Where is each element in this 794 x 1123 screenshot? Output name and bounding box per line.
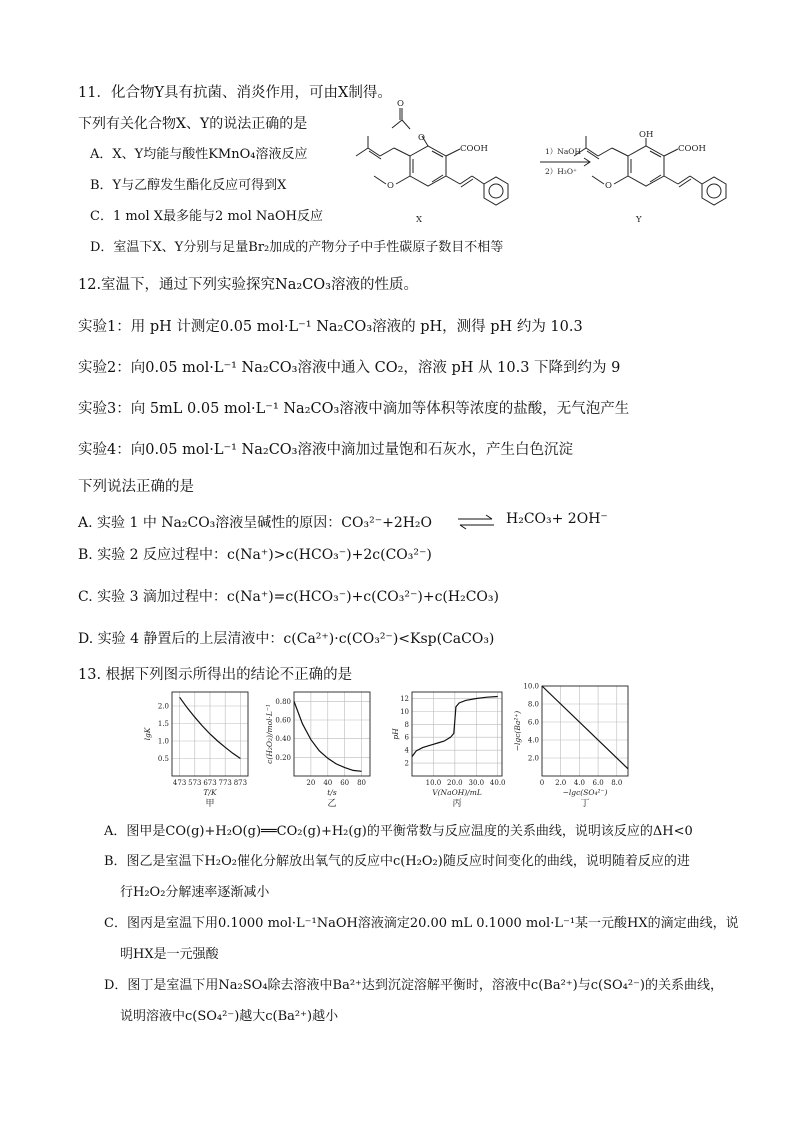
y-tick-label: 0.60 bbox=[275, 716, 291, 725]
x-tick-label: 2.0 bbox=[555, 779, 567, 787]
chart-yi bbox=[262, 686, 380, 816]
q12-experiment-2: 实验2：向0.05 mol·L⁻¹ Na₂CO₃溶液中通入 CO₂，溶液 pH 从 10.3 下降到约为 9 bbox=[78, 360, 621, 376]
q12-experiment-3: 实验3：向 5mL 0.05 mol·L⁻¹ Na₂CO₃溶液中滴加等体积等浓度的盐酸，无气泡产生 bbox=[78, 401, 630, 417]
y-tick-label: 2.0 bbox=[157, 702, 169, 711]
y-tick-label: 12 bbox=[400, 694, 409, 703]
y-tick-label: 1.5 bbox=[157, 720, 169, 728]
q12-option-b: B. 实验 2 反应过程中：c(Na⁺)>c(HCO₃⁻)+2c(CO₃²⁻) bbox=[78, 547, 432, 563]
y-axis-label: −lgc(Ba²⁺) bbox=[513, 710, 522, 752]
chart-caption: 甲 bbox=[205, 799, 215, 809]
x-tick-label: 773 bbox=[218, 779, 232, 787]
x-tick-label: 20 bbox=[306, 779, 316, 787]
x-carbonyl-oxygen-label: O bbox=[397, 99, 404, 109]
y-tick-label: 2.0 bbox=[527, 754, 539, 763]
x-axis-label: T/K bbox=[203, 788, 217, 797]
y-tick-label: 8 bbox=[404, 720, 409, 729]
compound-x-label: X bbox=[416, 215, 423, 225]
y-cooh-label: COOH bbox=[678, 144, 706, 154]
q12-option-c: C. 实验 3 滴加过程中：c(Na⁺)=c(HCO₃⁻)+c(CO₃²⁻)+c(H₂CO₃) bbox=[78, 589, 499, 605]
equilibrium-arrow-icon bbox=[456, 514, 496, 530]
x-tick-label: 8.0 bbox=[611, 779, 623, 787]
plot-frame bbox=[412, 692, 502, 776]
plot-frame bbox=[542, 686, 628, 776]
q11-option-c: C．1 mol X最多能与2 mol NaOH反应 bbox=[90, 209, 324, 224]
q12-stem: 12.室温下，通过下列实验探究Na₂CO₃溶液的性质。 bbox=[78, 277, 418, 293]
y-methoxy-oxygen-label: O bbox=[605, 181, 612, 191]
y-tick-label: 6 bbox=[404, 733, 409, 742]
q13-option-d-line1: D．图丁是室温下用Na₂SO₄除去溶液中Ba²⁺达到沉淀溶解平衡时，溶液中c(Ba²⁺)与c(SO₄²⁻)的关系曲线， bbox=[104, 978, 723, 993]
chart-bing bbox=[388, 686, 512, 816]
y-tick-label: 8.0 bbox=[527, 700, 539, 709]
x-methoxy-oxygen-label: O bbox=[387, 181, 394, 191]
q13-option-c-line1: C．图丙是室温下用0.1000 mol·L⁻¹NaOH溶液滴定20.00 mL 0.1000 mol·L⁻¹某一元酸HX的滴定曲线，说 bbox=[104, 916, 739, 931]
series-line bbox=[542, 686, 628, 769]
x-tick-label: 20.0 bbox=[447, 779, 463, 787]
x-tick-label: 10.0 bbox=[425, 779, 442, 787]
q12-option-a-left: A. 实验 1 中 Na₂CO₃溶液呈碱性的原因：CO₃²⁻+2H₂O bbox=[78, 515, 433, 531]
y-oh-label: OH bbox=[639, 130, 654, 140]
x-tick-label: 6.0 bbox=[592, 779, 604, 787]
x-tick-label: 40 bbox=[323, 779, 333, 787]
y-tick-label: 2 bbox=[404, 759, 409, 768]
chart-caption: 丁 bbox=[580, 799, 590, 809]
q12-option-d: D. 实验 4 静置后的上层清液中：c(Ca²⁺)·c(CO₃²⁻)<Ksp(CaCO₃) bbox=[78, 631, 495, 647]
x-tick-label: 573 bbox=[188, 779, 202, 787]
x-ester-oxygen-label: O bbox=[418, 133, 425, 143]
y-tick-label: 4 bbox=[404, 746, 409, 755]
y-axis-label: pH bbox=[391, 728, 400, 740]
q12-experiment-4: 实验4：向0.05 mol·L⁻¹ Na₂CO₃溶液中滴加过量饱和石灰水，产生白色沉淀 bbox=[78, 442, 573, 458]
q12-option-a-right: H₂CO₃+ 2OH⁻ bbox=[506, 511, 608, 527]
x-axis-label: V(NaOH)/mL bbox=[432, 788, 482, 797]
compound-x-structure bbox=[356, 108, 508, 205]
y-tick-label: 6.0 bbox=[527, 718, 539, 727]
x-tick-label: 873 bbox=[233, 779, 248, 787]
x-tick-label: 30.0 bbox=[468, 779, 485, 787]
reagent-step2: 2）H₃O⁺ bbox=[545, 167, 577, 176]
q13-option-a: A．图甲是CO(g)+H₂O(g)══CO₂(g)+H₂(g)的平衡常数与反应温度的关系曲线，说明该反应的ΔH<0 bbox=[104, 824, 693, 839]
y-axis-label: c(H₂O₂)/mol·L⁻¹ bbox=[265, 704, 274, 764]
q11-option-a: A．X、Y均能与酸性KMnO₄溶液反应 bbox=[90, 147, 308, 162]
q13-option-b-line1: B．图乙是室温下H₂O₂催化分解放出氧气的反应中c(H₂O₂)随反应时间变化的曲线，说明随着反应的进 bbox=[104, 854, 690, 869]
q13-stem: 13. 根据下列图示所得出的结论不正确的是 bbox=[78, 667, 353, 683]
x-tick-label: 473 bbox=[172, 779, 187, 787]
q12-experiment-1: 实验1：用 pH 计测定0.05 mol·L⁻¹ Na₂CO₃溶液的 pH，测得 pH 约为 10.3 bbox=[78, 319, 583, 335]
x-tick-label: 0 bbox=[539, 779, 545, 787]
y-tick-label: 4.0 bbox=[527, 736, 539, 745]
x-tick-label: 673 bbox=[203, 779, 217, 787]
q11-option-b: B．Y与乙醇发生酯化反应可得到X bbox=[90, 178, 287, 193]
compound-y-label: Y bbox=[636, 215, 642, 225]
x-tick-label: 4.0 bbox=[573, 779, 585, 787]
x-cooh-label: COOH bbox=[460, 144, 488, 154]
chart-caption: 丙 bbox=[452, 799, 462, 809]
q11-prompt: 下列有关化合物X、Y的说法正确的是 bbox=[78, 116, 308, 132]
q11-stem: 11．化合物Y具有抗菌、消炎作用，可由X制得。 bbox=[78, 85, 392, 101]
q13-option-c-line2: 明HX是一元强酸 bbox=[120, 947, 219, 962]
x-tick-label: 80 bbox=[357, 779, 367, 787]
y-tick-label: 0.40 bbox=[275, 735, 291, 744]
reaction-scheme bbox=[340, 96, 730, 234]
y-tick-label: 0.20 bbox=[275, 753, 291, 762]
chart-caption: 乙 bbox=[327, 799, 337, 809]
x-axis-label: −lgc(SO₄²⁻) bbox=[562, 788, 608, 797]
x-tick-label: 40.0 bbox=[489, 779, 506, 787]
y-tick-label: 10 bbox=[400, 707, 409, 716]
y-tick-label: 0.5 bbox=[157, 755, 169, 763]
y-axis-label: lgK bbox=[143, 727, 152, 741]
q13-option-b-line2: 行H₂O₂分解速率逐渐减小 bbox=[120, 885, 270, 900]
x-tick-label: 60 bbox=[340, 779, 350, 787]
q11-option-d: D．室温下X、Y分别与足量Br₂加成的产物分子中手性碳原子数目不相等 bbox=[90, 240, 504, 255]
q13-option-d-line2: 说明溶液中c(SO₄²⁻)越大c(Ba²⁺)越小 bbox=[120, 1009, 339, 1024]
y-tick-label: 1.0 bbox=[157, 737, 169, 746]
q12-prompt: 下列说法正确的是 bbox=[78, 479, 194, 495]
y-tick-label: 0.80 bbox=[275, 697, 291, 706]
plot-frame bbox=[294, 692, 370, 776]
chart-ding bbox=[514, 676, 642, 816]
x-axis-label: t/s bbox=[327, 788, 337, 797]
reagent-step1: 1）NaOH bbox=[545, 147, 581, 156]
y-tick-label: 10.0 bbox=[523, 682, 539, 691]
chart-jia bbox=[140, 686, 258, 816]
